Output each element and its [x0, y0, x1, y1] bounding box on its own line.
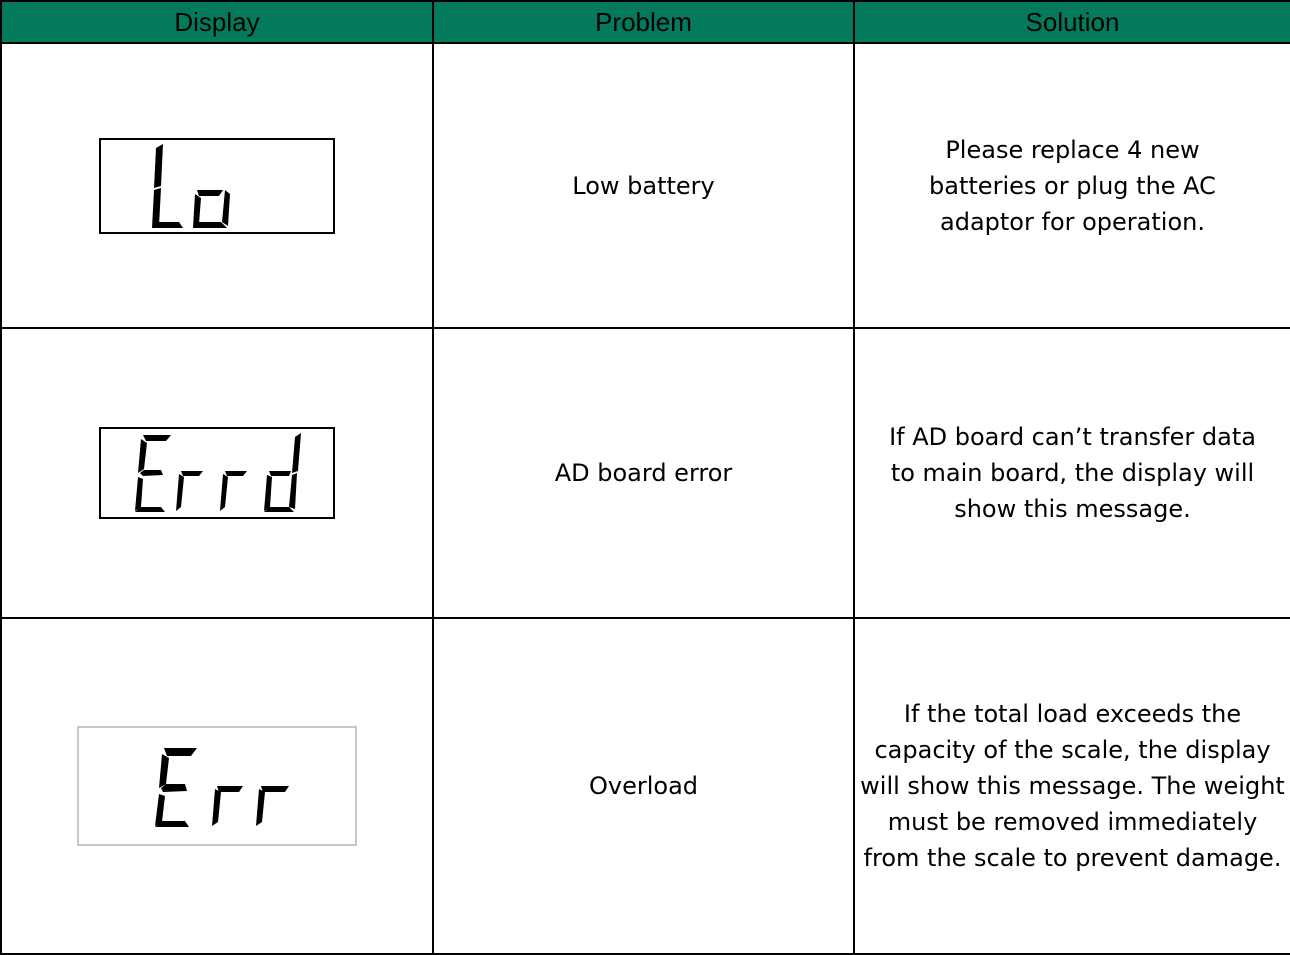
lcd-segment: [269, 471, 291, 476]
display-cell: [1, 43, 433, 328]
solution-text: Please replace 4 new batteries or plug the AC adaptor for operation.: [929, 135, 1216, 236]
solution-cell: [854, 43, 1290, 328]
lcd-segment: [217, 786, 243, 792]
display-cell: [1, 328, 433, 618]
header-solution: Solution: [854, 1, 1290, 43]
lcd-segment: [161, 784, 187, 792]
lcd-segment: [193, 222, 227, 228]
solution-text: If AD board can’t transfer data to main board, the display will show this message.: [889, 423, 1256, 523]
lcd-display-lo: [99, 138, 335, 234]
lcd-segment: [261, 786, 289, 792]
header-row: [1, 1, 1290, 43]
lcd-segment: [264, 507, 294, 512]
problem-cell: Low battery: [433, 43, 854, 328]
table-row: [1, 43, 1290, 328]
solution-cell: [854, 328, 1290, 618]
problem-cell: AD board error: [433, 328, 854, 618]
header-display: Display: [1, 1, 433, 43]
lcd-segment: [197, 190, 223, 196]
lcd-display-errd: [99, 427, 335, 519]
display-cell: [1, 618, 433, 954]
table-row: [1, 618, 1290, 954]
solution-cell: [854, 618, 1290, 954]
lcd-segment: [155, 821, 189, 827]
problem-cell: Overload: [433, 618, 854, 954]
lcd-display-err: [77, 726, 357, 846]
lcd-segment: [140, 470, 163, 476]
solution-text: If the total load exceeds the capacity of the scale, the display will show this message. The weight must be removed immediately from the scale to prevent damage.: [860, 700, 1285, 872]
table-row: [1, 328, 1290, 618]
lcd-segment: [135, 507, 165, 512]
header-problem: Problem: [433, 1, 854, 43]
